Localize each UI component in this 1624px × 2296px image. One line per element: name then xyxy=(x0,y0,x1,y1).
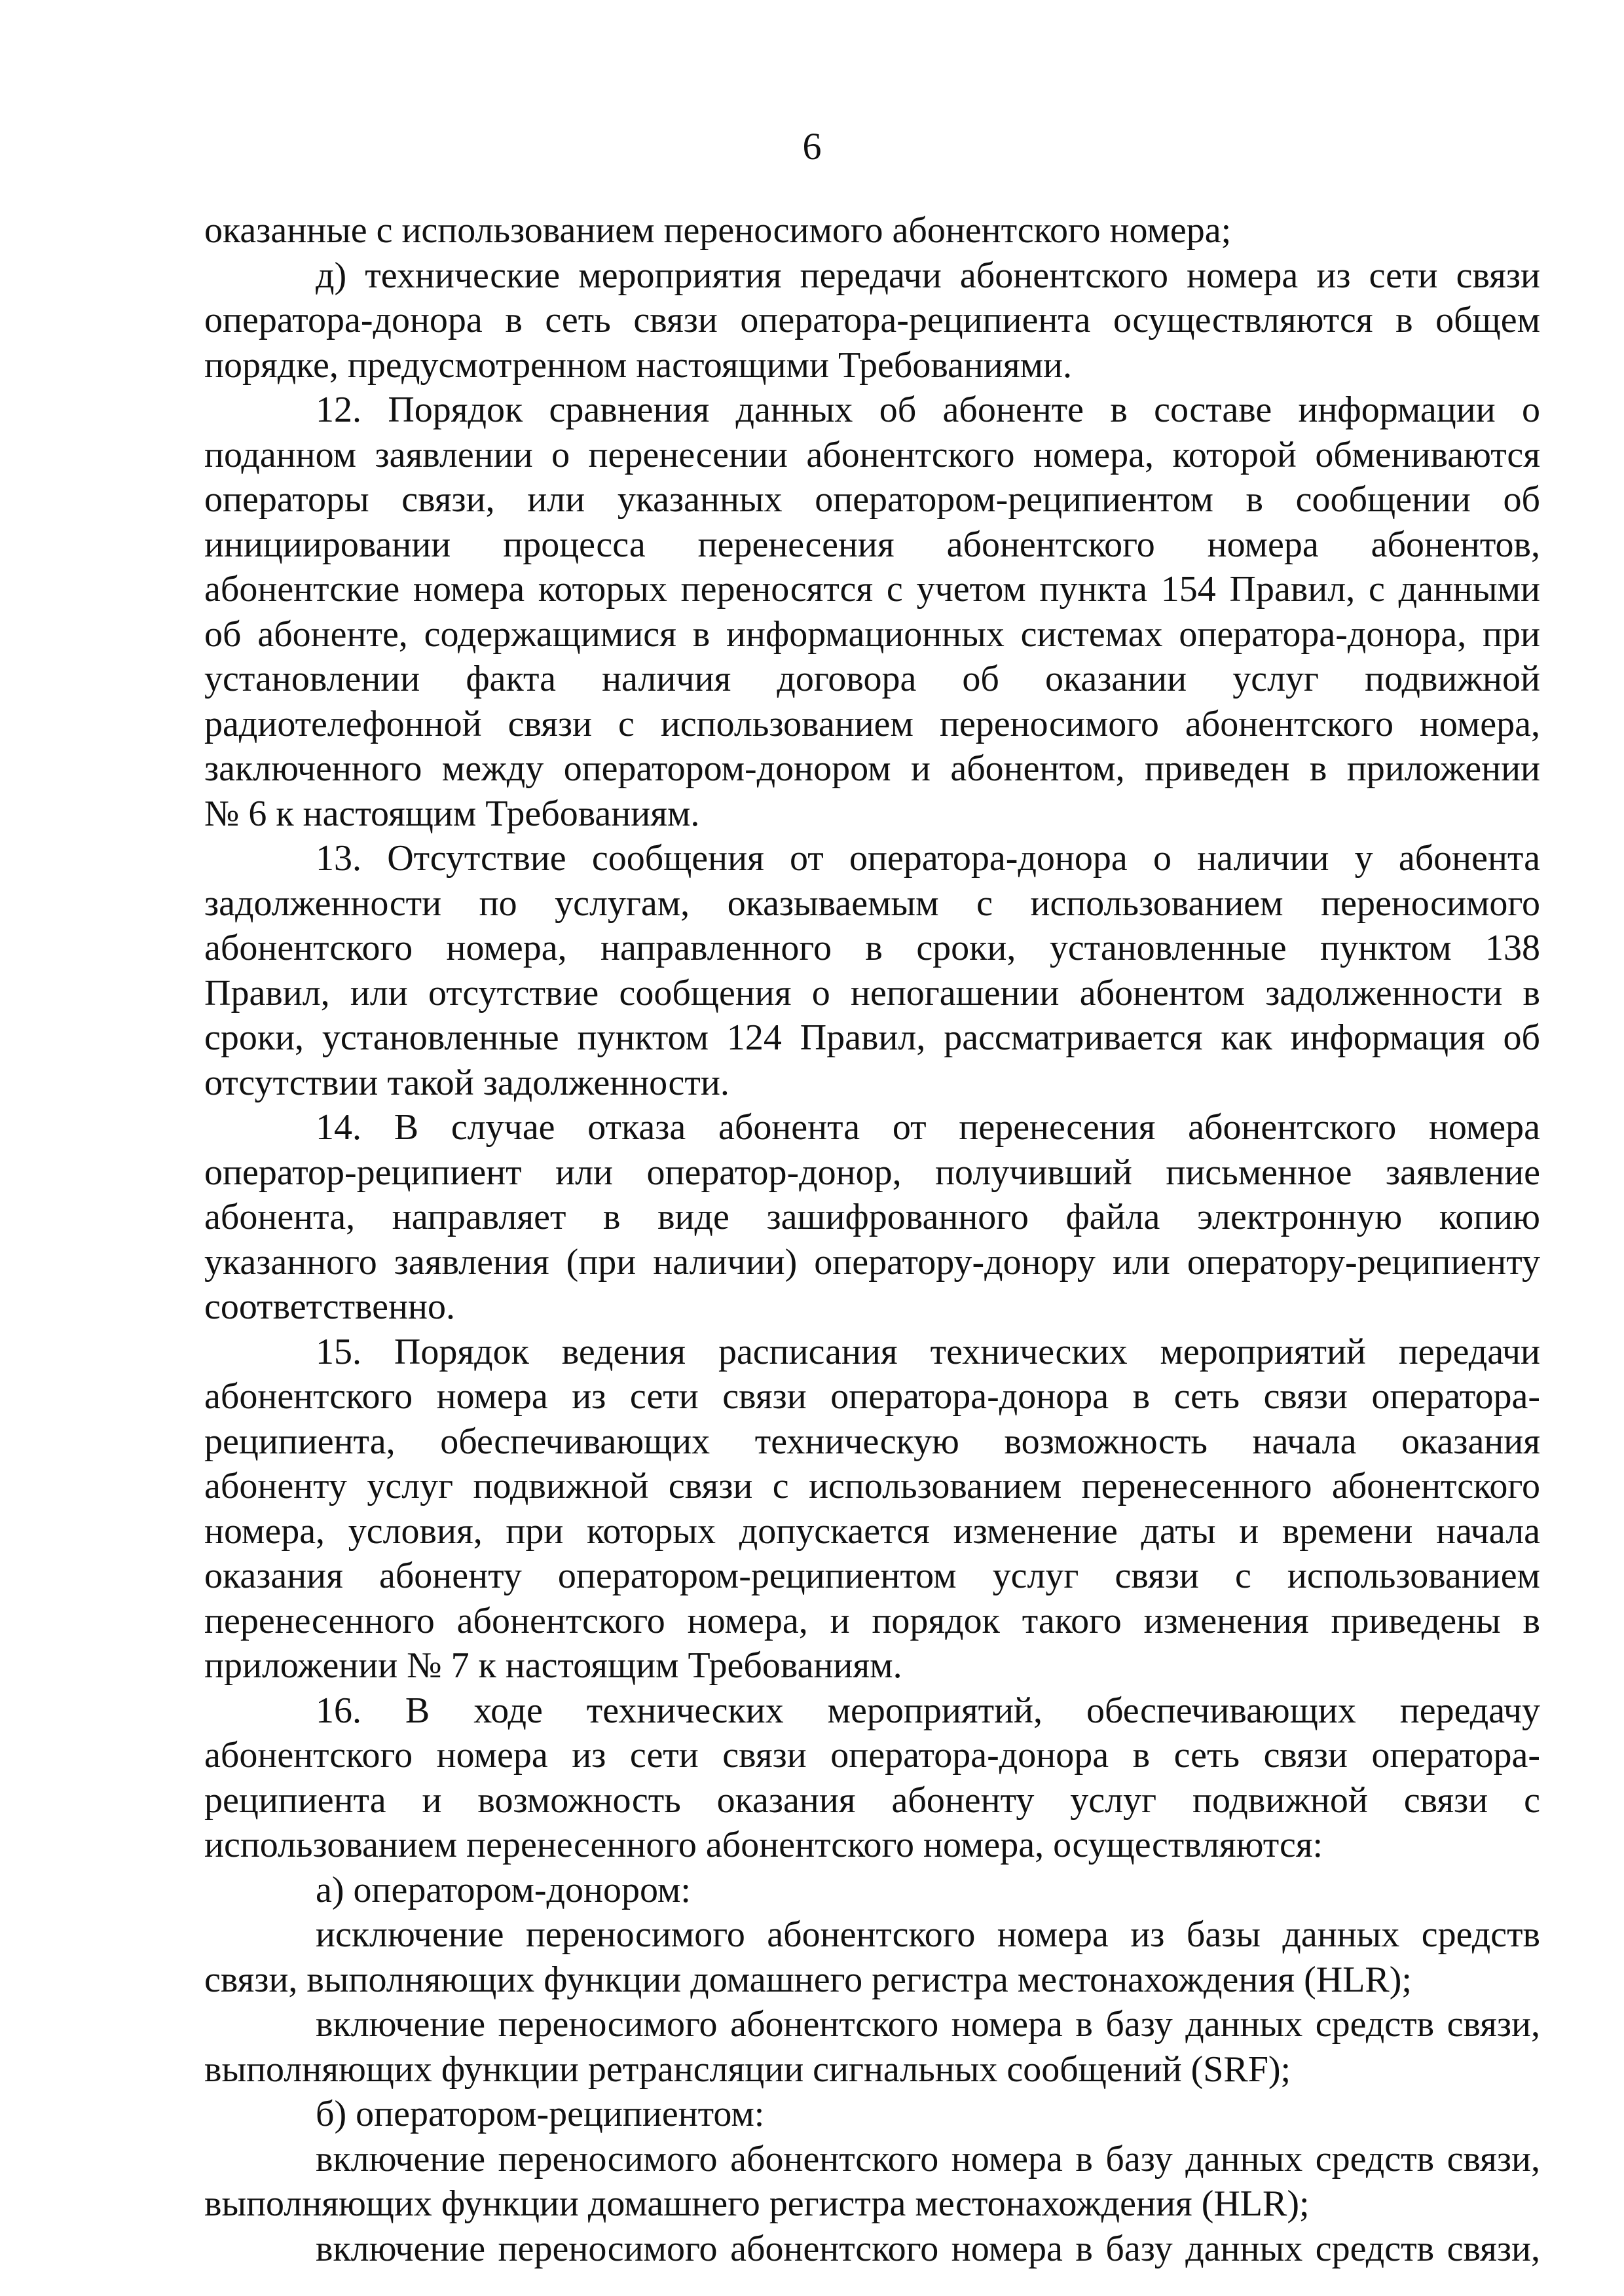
text-line: № 6 к настоящим Требованиям. xyxy=(204,793,700,834)
text-line: использованием перенесенного абонентского номера, осуществляются: xyxy=(204,1825,1323,1865)
text-line: отсутствии такой задолженности. xyxy=(204,1062,729,1103)
text-line: абоненту услуг подвижной связи с использованием перенесенного абонентского xyxy=(204,1466,1540,1506)
text-line: 16. В ходе технических мероприятий, обеспечивающих передачу xyxy=(316,1690,1540,1731)
text-line: 13. Отсутствие сообщения от оператора-донора о наличии у абонента xyxy=(316,838,1540,879)
text-line: установлении факта наличия договора об оказании услуг подвижной xyxy=(204,659,1540,699)
text-line: включение переносимого абонентского номера в базу данных средств связи, xyxy=(316,2138,1540,2179)
text-line: порядке, предусмотренном настоящими Требованиями. xyxy=(204,344,1073,386)
text-line: указанного заявления (при наличии) оператору-донору или оператору-реципиенту xyxy=(204,1241,1540,1283)
text-line: выполняющих функции домашнего регистра местонахождения (HLR); xyxy=(204,2183,1310,2224)
text-line: оператора-донора в сеть связи оператора-реципиента осуществляются в общем xyxy=(204,300,1540,340)
text-line: Правил, или отсутствие сообщения о непогашении абонентом задолженности в xyxy=(204,972,1540,1013)
text-line: 14. В случае отказа абонента от перенесения абонентского номера xyxy=(316,1107,1540,1148)
text-line: реципиента и возможность оказания абоненту услуг подвижной связи с xyxy=(204,1779,1540,1821)
text-line: д) технические мероприятия передачи абонентского номера из сети связи xyxy=(316,255,1540,296)
text-line: оператор-реципиент или оператор-донор, получивший письменное заявление xyxy=(204,1152,1540,1193)
text-line: 15. Порядок ведения расписания технических мероприятий передачи xyxy=(316,1331,1540,1372)
text-line: инициировании процесса перенесения абонентского номера абонентов, xyxy=(204,524,1540,565)
text-line: радиотелефонной связи с использованием переносимого абонентского номера, xyxy=(204,703,1540,744)
text-line: об абоненте, содержащимися в информационных системах оператора-донора, при xyxy=(204,613,1540,655)
text-line: 12. Порядок сравнения данных об абоненте в составе информации о xyxy=(316,390,1540,430)
text-line: оказания абоненту оператором-реципиентом услуг связи с использованием xyxy=(204,1556,1540,1596)
text-line: связи, выполняющих функции домашнего регистра местонахождения (HLR); xyxy=(204,1959,1412,2000)
text-line: номера, условия, при которых допускается изменение даты и времени начала xyxy=(204,1510,1540,1552)
page-number: 6 xyxy=(802,125,822,168)
text-line: а) оператором-донором: xyxy=(316,1869,691,1910)
text-line: задолженности по услугам, оказываемым с использованием переносимого xyxy=(204,883,1540,924)
text-line: перенесенного абонентского номера, и порядок такого изменения приведены в xyxy=(204,1600,1540,1641)
text-line: поданном заявлении о перенесении абонентского номера, которой обмениваются xyxy=(204,434,1540,475)
document-body xyxy=(204,208,1540,2271)
text-line: абонентские номера которых переносятся с учетом пункта 154 Правил, с данными xyxy=(204,569,1540,610)
text-line: сроки, установленные пунктом 124 Правил, рассматривается как информация об xyxy=(204,1017,1540,1058)
text-line: заключенного между оператором-донором и абонентом, приведен в приложении xyxy=(204,748,1540,789)
text-line: соответственно. xyxy=(204,1286,455,1327)
text-line: оказанные с использованием переносимого абонентского номера; xyxy=(204,210,1232,251)
text-line: абонента, направляет в виде зашифрованного файла электронную копию xyxy=(204,1197,1540,1237)
text-line: абонентского номера, направленного в сроки, установленные пунктом 138 xyxy=(204,928,1540,968)
text-line: операторы связи, или указанных оператором-реципиентом в сообщении об xyxy=(204,479,1540,520)
text-line: б) оператором-реципиентом: xyxy=(316,2094,765,2134)
text-line: абонентского номера из сети связи оператора-донора в сеть связи оператора- xyxy=(204,1376,1540,1417)
text-line: включение переносимого абонентского номера в базу данных средств связи, xyxy=(316,2004,1540,2045)
text-line: абонентского номера из сети связи оператора-донора в сеть связи оператора- xyxy=(204,1735,1540,1776)
text-line: исключение переносимого абонентского номера из базы данных средств xyxy=(316,1914,1540,1955)
text-line: включение переносимого абонентского номера в базу данных средств связи, xyxy=(316,2228,1540,2269)
text-line: реципиента, обеспечивающих техническую возможность начала оказания xyxy=(204,1421,1540,1462)
text-line: выполняющих функции ретрансляции сигнальных сообщений (SRF); xyxy=(204,2049,1291,2090)
text-line: приложении № 7 к настоящим Требованиям. xyxy=(204,1645,902,1686)
